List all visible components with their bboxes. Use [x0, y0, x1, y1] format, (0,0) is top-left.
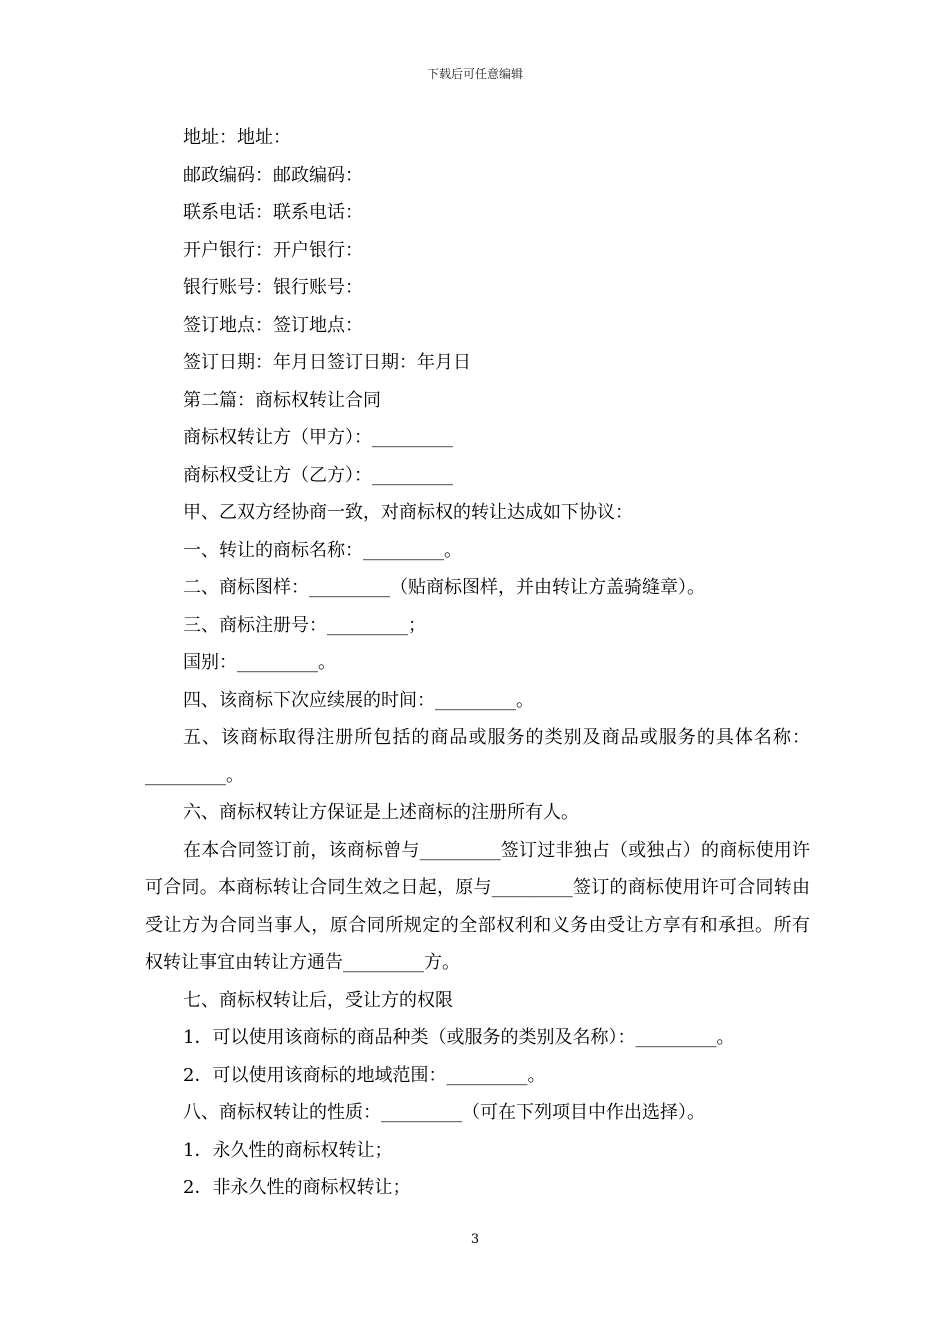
party-a-line: 商标权转让方（甲方）：_________: [183, 427, 453, 448]
agreement-intro: 甲、乙双方经协商一致，对商标权的转让达成如下协议：: [183, 502, 633, 523]
party-b-line: 商标权受让方（乙方）：_________: [183, 464, 453, 486]
clause-6: 六、商标权转让方保证是上述商标的注册所有人。: [183, 802, 579, 823]
bank-account-line: 银行账号：银行账号：: [183, 277, 363, 298]
clause-7-item-2: 2．可以使用该商标的地域范围：_________。: [183, 1064, 546, 1086]
clause-3-country: 国别：_________。: [183, 652, 336, 673]
bank-line: 开户银行：开户银行：: [183, 239, 363, 261]
signing-date-line: 签订日期：年月日签订日期：年月日: [183, 352, 471, 373]
clause-3: 三、商标注册号：_________；: [183, 614, 426, 636]
clause-8-item-1: 1．永久性的商标权转让；: [183, 1139, 393, 1161]
address-line: 地址：地址：: [183, 127, 291, 148]
clause-1: 一、转让的商标名称：_________。: [183, 539, 462, 561]
clause-2: 二、商标图样：_________（贴商标图样，并由转让方盖骑缝章）。: [183, 577, 705, 598]
page-header: 下载后可任意编辑: [426, 67, 523, 81]
phone-line: 联系电话：联系电话：: [183, 202, 363, 223]
signing-place-line: 签订地点：签订地点：: [183, 314, 363, 336]
clause-7: 七、商标权转让后，受让方的权限: [183, 989, 453, 1011]
clause-6-paragraph: 在本合同签订前，该商标曾与_________签订过非独占（或独占）的商标使用许可合同。本商标转让合同生效之日起，原与_________签订的商标使用许可合同转由受让方为合同当事人，原合同所规定的全部权利和义务由受让方享有和承担。所有权转让事宜由转让方通告_________方。: [145, 839, 810, 973]
page-number: 3: [470, 1232, 480, 1247]
section-title: 第二篇：商标权转让合同: [183, 389, 381, 411]
clause-7-item-1: 1．可以使用该商标的商品种类（或服务的类别及名称）：_________。: [183, 1027, 735, 1048]
document-body: [145, 119, 810, 1207]
postal-code-line: 邮政编码：邮政编码：: [183, 164, 363, 186]
clause-8: 八、商标权转让的性质：_________（可在下列项目中作出选择）。: [183, 1102, 705, 1123]
clause-4: 四、该商标下次应续展的时间：_________。: [183, 689, 534, 711]
clause-8-item-2: 2．非永久性的商标权转让；: [183, 1177, 411, 1198]
clause-5: 五、该商标取得注册所包括的商品或服务的类别及商品或服务的具体名称：_________。: [145, 727, 810, 786]
